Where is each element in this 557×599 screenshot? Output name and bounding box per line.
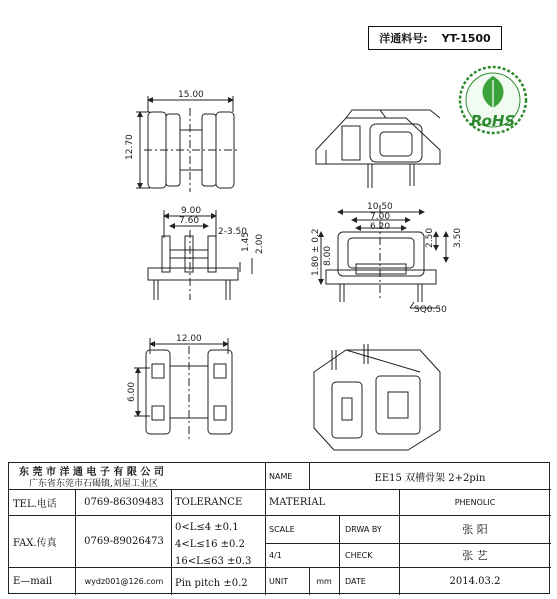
material-value: PHENOLIC <box>454 497 496 507</box>
dim-front-w1: 10.50 <box>367 202 393 212</box>
dim-top-height: 12.70 <box>125 134 135 160</box>
date-value: 2014.03.2 <box>449 575 501 587</box>
company-address: 广东省东莞市石碣镇,刘屋工业区 <box>29 479 158 489</box>
dim-side-h1: 1.45 <box>241 231 251 252</box>
dim-front-h2: 3.50 <box>453 227 463 248</box>
scale-label: SCALE <box>269 524 295 534</box>
tolerance-row-4: Pin pitch ±0.2 <box>175 577 248 589</box>
dim-front-h4: 8.00 <box>323 245 333 266</box>
tel-value: 0769-86309483 <box>84 496 164 508</box>
dim-side-w1: 9.00 <box>181 206 202 216</box>
part-number-label: 洋通料号: <box>379 32 428 45</box>
name-label: NAME <box>269 471 293 481</box>
tel-label: TEL.电话 <box>13 498 57 510</box>
top-view <box>136 96 238 192</box>
isometric-view-top <box>316 110 440 188</box>
fax-label: FAX.传真 <box>13 537 57 549</box>
check-label: CHECK <box>345 550 373 560</box>
dim-front-pin: SQ0.50 <box>414 305 447 315</box>
dim-side-h2: 2.00 <box>255 233 265 254</box>
date-label: DATE <box>345 576 366 586</box>
side-view <box>148 210 252 300</box>
isometric-view-bottom <box>314 344 440 450</box>
name-value: EE15 双槽骨架 2+2pin <box>374 472 486 484</box>
dim-front-h1: 2.50 <box>425 227 435 248</box>
rohs-logo-text: RoHS <box>470 112 516 130</box>
dim-bottom-height: 6.00 <box>127 381 137 402</box>
scale-value: 4/1 <box>269 550 282 560</box>
material-label: MATERIAL <box>269 496 326 508</box>
fax-value: 0769-89026473 <box>84 535 164 547</box>
tolerance-row-3: 16<L≤63 ±0.3 <box>175 555 252 567</box>
part-number-value: YT-1500 <box>441 31 491 45</box>
dim-front-w3: 6.20 <box>370 222 391 232</box>
dim-top-width: 15.00 <box>178 90 204 100</box>
tolerance-row-2: 4<L≤16 ±0.2 <box>175 538 245 550</box>
unit-label: UNIT <box>269 576 289 586</box>
draw-label: DRWA BY <box>345 524 382 534</box>
check-value: 张 艺 <box>462 549 488 562</box>
dim-side-slot: 2-3.50 <box>218 227 248 237</box>
tolerance-label: TOLERANCE <box>175 496 243 508</box>
unit-value: mm <box>316 576 332 586</box>
tolerance-row-1: 0<L≤4 ±0.1 <box>175 521 239 533</box>
dim-front-h3: 1.80 ± 0.2 <box>311 228 321 276</box>
company-name: 东 莞 市 洋 通 电 子 有 限 公 司 <box>19 467 164 477</box>
title-block <box>8 462 550 594</box>
draw-value: 张 阳 <box>462 523 488 536</box>
dim-side-w2: 7.60 <box>179 216 200 226</box>
dim-front-w2: 7.00 <box>370 212 391 222</box>
email-value: wydz001@126.com <box>84 576 164 586</box>
email-label: E—mail <box>13 575 53 587</box>
bottom-view <box>134 338 232 440</box>
dim-bottom-width: 12.00 <box>176 334 202 344</box>
